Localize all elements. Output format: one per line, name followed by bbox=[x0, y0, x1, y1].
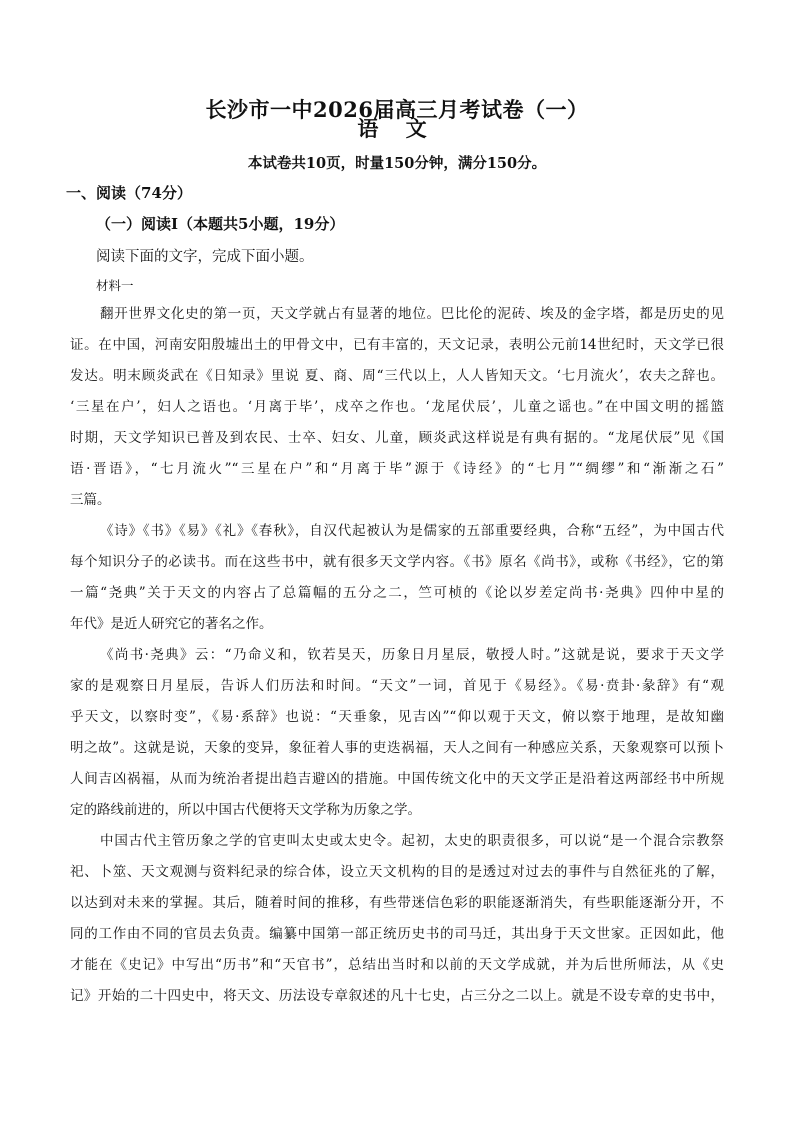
paragraph-line: 祀、卜筮、天文观测与资料纪录的综合体，设立天文机构的目的是透过对过去的事件与自然征兆的了解， bbox=[70, 864, 724, 880]
paragraph-line: 乎天文，以察时变”，《易·系辞》也说：“天垂象，见吉凶”“仰以观于天文，俯以察于地理，是故知幽 bbox=[70, 709, 724, 725]
exam-info: 本试卷共10页，时量150分钟，满分150分。 bbox=[247, 155, 547, 172]
paragraph-line: 三篇。 bbox=[70, 492, 111, 508]
paragraph-line: 《诗》《书》《易》《礼》《春秋》，自汉代起被认为是儒家的五部重要经典，合称“五经”，为中国古代 bbox=[100, 523, 724, 539]
paragraph-line: 证。在中国，河南安阳殷墟出土的甲骨文中，已有丰富的，天文记录，表明公元前14世纪时，天文学已很 bbox=[70, 337, 724, 353]
paragraph-line: 中国古代主管历象之学的官吏叫太史或太史令。起初，太史的职责很多，可以说“是一个混合宗教祭 bbox=[100, 833, 724, 849]
paragraph-line: 家的是观察日月星辰，告诉人们历法和时间。“天文”一词，首见于《易经》。《易·贲卦·彖辞》有“观 bbox=[70, 678, 724, 694]
subject-heading: 语 文 bbox=[357, 116, 437, 141]
paragraph-line: 才能在《史记》中写出“历书”和“天官书”，总结出当时和以前的天文学成就，并为后世所师法，从《史 bbox=[70, 957, 724, 973]
paragraph-line: 定的路线前进的，所以中国古代便将天文学称为历象之学。 bbox=[70, 802, 421, 818]
paragraph-4 bbox=[70, 826, 724, 1012]
paragraph-line: 明之故”。这就是说，天象的变异，象征着人事的吏迭祸福，天人之间有一种感应关系，天象观察可以预卜 bbox=[70, 740, 724, 756]
paragraph-line: 翻开世界文化史的第一页，天文学就占有显著的地位。巴比伦的泥砖、埃及的金字塔，都是历史的见 bbox=[100, 306, 724, 322]
paragraph-3 bbox=[70, 640, 724, 826]
paragraph-line: 同的工作由不同的官员去负责。编纂中国第一部正统历史书的司马迁，其出身于天文世家。正因如此，他 bbox=[70, 926, 724, 942]
paragraph-line: 语·晋语》，“七月流火”“三星在户”和“月离于毕”源于《诗经》的“七月”“绸缪”和“渐渐之石” bbox=[70, 461, 724, 477]
paragraph-line: 一篇“尧典”关于天文的内容占了总篇幅的五分之二，竺可桢的《论以岁差定尚书·尧典》四仲中星的 bbox=[70, 585, 724, 601]
instruction-text: 阅读下面的文字，完成下面小题。 bbox=[96, 249, 314, 265]
paragraph-line: 时期，天文学知识已普及到农民、士卒、妇女、儿童，顾炎武这样说是有典有据的。“龙尾伏辰”见《国 bbox=[70, 430, 724, 446]
paragraph-line: 年代》是近人研究它的著名之作。 bbox=[70, 616, 273, 632]
paragraph-line: 人间吉凶祸福，从而为统治者提出趋吉避凶的措施。中国传统文化中的天文学正是沿着这两部经书中所规 bbox=[70, 771, 724, 787]
material-label: 材料一 bbox=[96, 278, 134, 293]
paragraph-line: 以达到对未来的掌握。其后，随着时间的推移，有些带迷信色彩的职能逐渐消失，有些职能逐渐分开，不 bbox=[70, 895, 724, 911]
paragraph-line: 《尚书·尧典》云：“乃命义和，钦若昊天，历象日月星辰，敬授人时。”这就是说，要求于天文学 bbox=[100, 647, 724, 663]
paragraph-line: 发达。明末顾炎武在《日知录》里说 夏、商、周“三代以上，人人皆知天文。‘七月流火’，农夫之辞也。 bbox=[70, 368, 724, 384]
paragraph-line: 每个知识分子的必读书。而在这些书中，就有很多天文学内容。《书》原名《尚书》，或称《书经》，它的第 bbox=[70, 554, 724, 570]
section-heading: 一、阅读（74分） bbox=[66, 184, 192, 202]
paragraph-2 bbox=[70, 516, 724, 640]
page-title: 长沙市一中2026届高三月考试卷（一） bbox=[205, 97, 589, 122]
subsection-heading: （一）阅读Ⅰ（本题共5小题，19分） bbox=[96, 215, 345, 233]
paragraph-line: 记》开始的二十四史中，将天文、历法设专章叙述的凡十七史，占三分之二以上。就是不设专章的史书中， bbox=[70, 988, 724, 1004]
paragraph-line: ‘三星在户’，妇人之语也。‘月离于毕’，戍卒之作也。‘龙尾伏辰’，儿童之谣也。”在中国文明的摇篮 bbox=[70, 399, 724, 415]
paragraph-1 bbox=[70, 299, 724, 516]
